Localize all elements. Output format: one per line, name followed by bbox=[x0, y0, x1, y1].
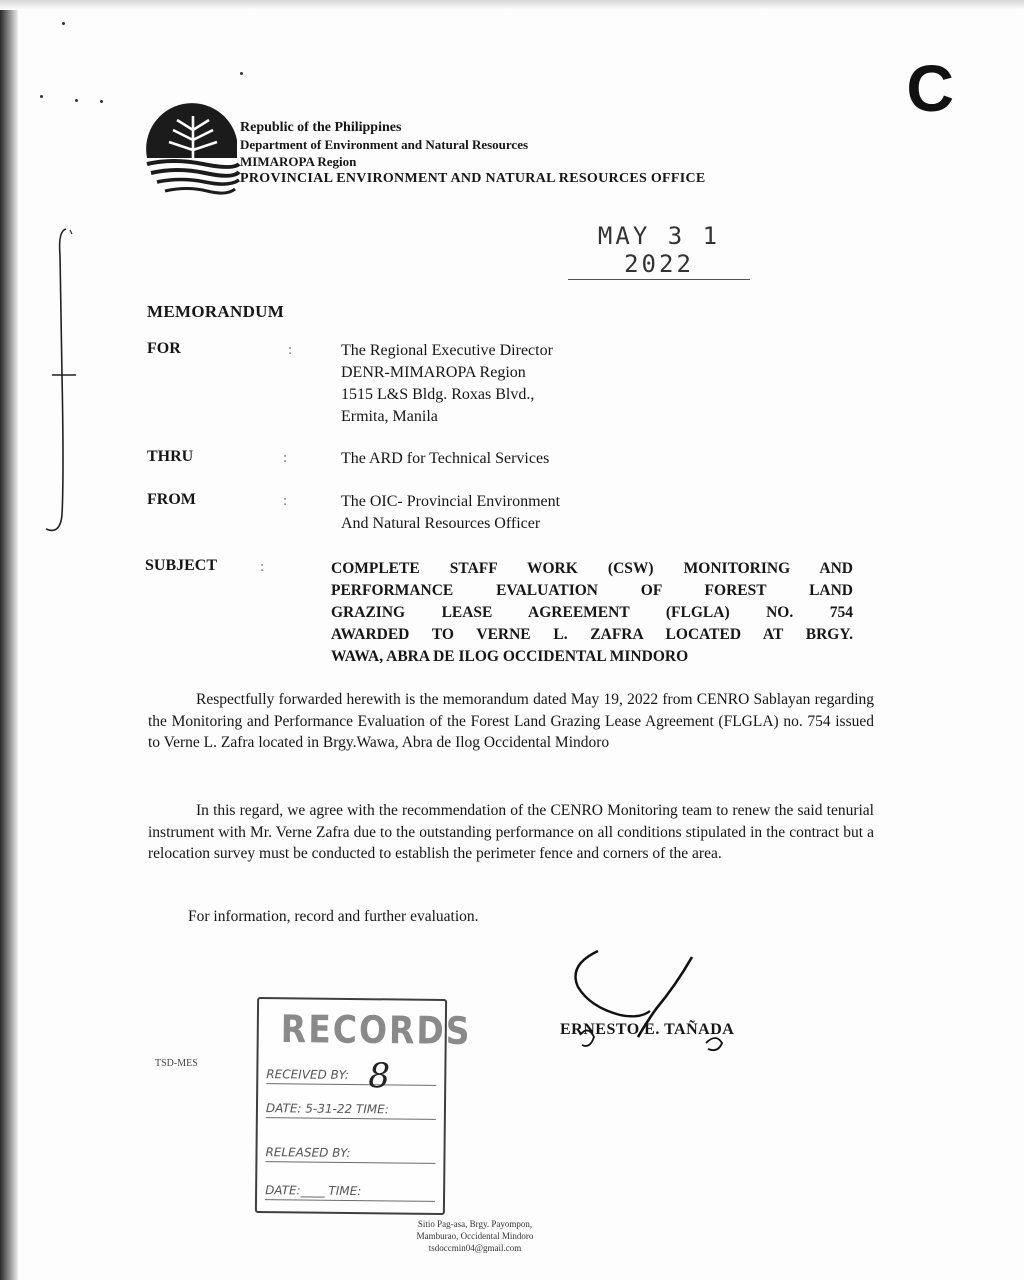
signatory-name: ERNESTO E. TAÑADA bbox=[560, 1021, 735, 1038]
for-line: 1515 L&S Bldg. Roxas Blvd., bbox=[341, 386, 535, 403]
body-paragraph-2: In this regard, we agree with the recommendation of the CENRO Monitoring team to renew the said tenurial instrument with Mr. Verne Zafra due to the outstanding performance on all conditions stipulated in the contract but a relocation survey must be conducted to establish the perimeter fence and corners of the area. bbox=[148, 802, 874, 862]
subject-line: PERFORMANCE EVALUATION OF FOREST LAND bbox=[331, 582, 853, 599]
reference-initials: TSD-MES bbox=[155, 1058, 198, 1069]
for-addressee bbox=[341, 340, 553, 428]
thru-colon: : bbox=[283, 450, 288, 466]
stamp-received-mark: 8 bbox=[368, 1056, 391, 1097]
stamp-date-time-2: DATE:____ TIME: bbox=[265, 1183, 435, 1202]
memo-title: MEMORANDUM bbox=[147, 302, 285, 321]
records-stamp-title: RECORDS bbox=[280, 1006, 472, 1054]
letterhead bbox=[240, 119, 706, 187]
from-line: The OIC- Provincial Environment bbox=[341, 493, 561, 510]
footer-line: Sitio Pag-asa, Brgy. Payompon, bbox=[417, 1219, 533, 1229]
records-stamp bbox=[255, 997, 472, 1215]
subject-line: COMPLETE STAFF WORK (CSW) MONITORING AND bbox=[331, 560, 853, 577]
stamp-released-by: RELEASED BY: bbox=[265, 1145, 435, 1164]
denr-logo bbox=[143, 100, 241, 200]
footer-address bbox=[380, 1218, 570, 1254]
letterhead-republic: Republic of the Philippines bbox=[240, 120, 402, 135]
for-label: FOR bbox=[147, 340, 181, 357]
scan-speck bbox=[100, 100, 103, 103]
subject-text bbox=[331, 558, 853, 668]
letterhead-office: PROVINCIAL ENVIRONMENT AND NATURAL RESOURCES OFFICE bbox=[240, 171, 706, 186]
stamp-received-by: RECEIVED BY: bbox=[266, 1067, 436, 1086]
handwritten-signature bbox=[560, 945, 760, 1065]
scan-edge-shadow bbox=[0, 0, 18, 1280]
thru-label: THRU bbox=[147, 448, 194, 465]
subject-label: SUBJECT bbox=[145, 557, 218, 574]
footer-line: Mamburao, Occidental Mindoro bbox=[416, 1231, 534, 1241]
for-colon: : bbox=[288, 342, 293, 358]
body-paragraph-1: Respectfully forwarded herewith is the memorandum dated May 19, 2022 from CENRO Sablayan regarding the Monitoring and Performance Evaluation of the Forest Land Grazing Lease Agreement (FLGLA) no. 754 issued to Verne L. Zafra located in Brgy.Wawa, Abra de Ilog Occidental Mindoro bbox=[148, 691, 874, 751]
from-label: FROM bbox=[147, 491, 196, 508]
footer-line: tsdoccmin04@gmail.com bbox=[428, 1243, 522, 1253]
scan-speck bbox=[240, 72, 243, 75]
scan-speck bbox=[75, 99, 78, 102]
for-line: The Regional Executive Director bbox=[341, 342, 553, 359]
for-line: DENR-MIMAROPA Region bbox=[341, 364, 526, 381]
received-date-stamp: MAY 3 1 2022 bbox=[568, 222, 750, 280]
scan-speck bbox=[62, 22, 65, 25]
subject-colon: : bbox=[260, 559, 265, 575]
from-colon: : bbox=[283, 493, 288, 509]
for-line: Ermita, Manila bbox=[341, 408, 438, 425]
subject-line: WAWA, ABRA DE ILOG OCCIDENTAL MINDORO bbox=[331, 648, 689, 665]
stamp-date-time: DATE: 5-31-22 TIME: bbox=[266, 1101, 436, 1120]
from-line: And Natural Resources Officer bbox=[341, 515, 541, 532]
letterhead-region: MIMAROPA Region bbox=[240, 154, 357, 169]
scan-speck bbox=[40, 95, 43, 98]
letterhead-department: Department of Environment and Natural Resources bbox=[240, 137, 529, 152]
thru-text: The ARD for Technical Services bbox=[341, 450, 550, 467]
margin-bracket-mark bbox=[40, 225, 80, 545]
scan-top-shadow bbox=[0, 0, 1024, 10]
corner-label: C bbox=[906, 51, 954, 125]
subject-line: GRAZING LEASE AGREEMENT (FLGLA) NO. 754 bbox=[331, 604, 853, 621]
from-sender bbox=[341, 491, 560, 535]
subject-line: AWARDED TO VERNE L. ZAFRA LOCATED AT BRGY. bbox=[331, 626, 853, 643]
body-paragraph-3: For information, record and further evaluation. bbox=[188, 908, 479, 925]
